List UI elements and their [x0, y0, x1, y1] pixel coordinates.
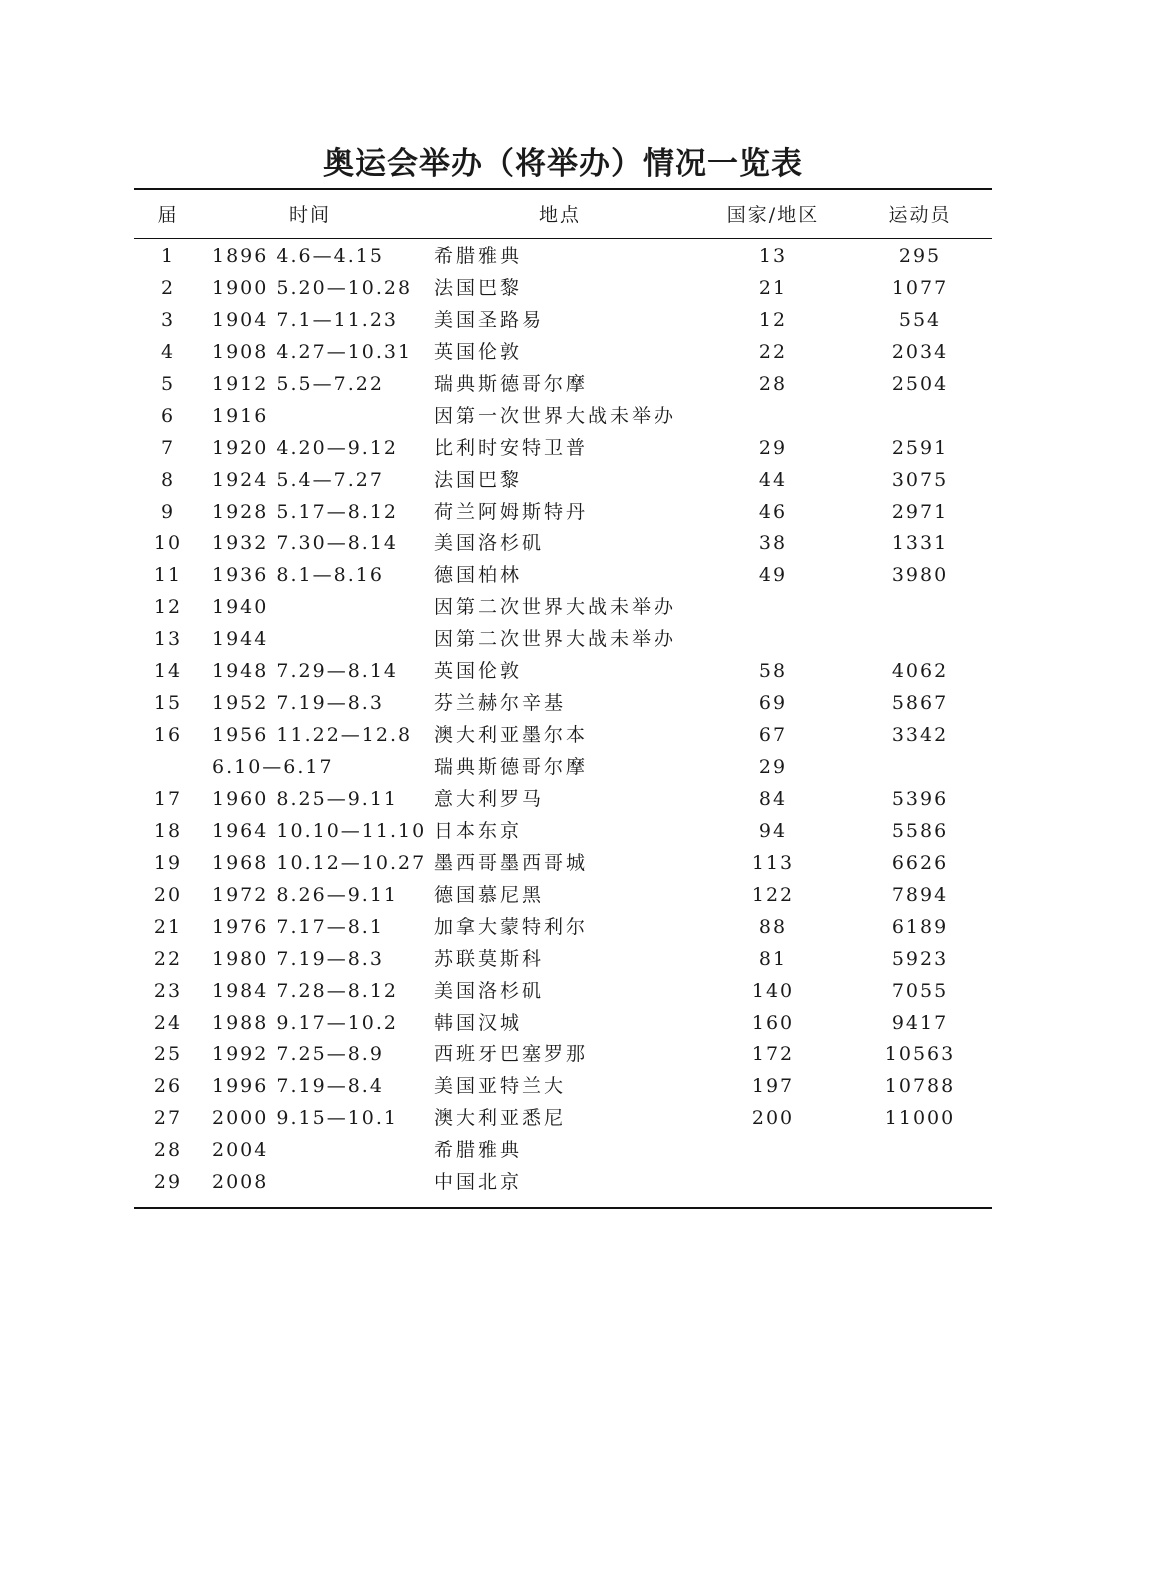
- cell-edition: 21: [153, 915, 183, 938]
- cell-time: 1932 7.30—8.14: [212, 532, 399, 555]
- table-row: [0, 305, 1152, 337]
- cell-place: 法国巴黎: [434, 468, 523, 491]
- cell-athletes: 5586: [891, 819, 949, 842]
- cell-athletes: 7055: [891, 979, 949, 1002]
- header-edition: 届: [157, 204, 179, 226]
- table-row: [0, 369, 1152, 401]
- table-row: [0, 241, 1152, 273]
- cell-countries: 13: [758, 245, 788, 267]
- cell-time: 1924 5.4—7.27: [212, 468, 384, 491]
- cell-place: 美国洛杉矶: [434, 979, 545, 1002]
- cell-athletes: 3980: [891, 564, 949, 587]
- table-row: [0, 976, 1152, 1008]
- cell-time: 1992 7.25—8.9: [212, 1043, 384, 1066]
- cell-place: 英国伦敦: [434, 340, 523, 363]
- cell-place: 日本东京: [434, 819, 523, 842]
- cell-countries: 122: [751, 883, 795, 906]
- cell-edition: 8: [160, 468, 176, 491]
- cell-countries: 81: [758, 947, 788, 970]
- cell-countries: 69: [758, 692, 788, 715]
- cell-edition: 10: [153, 532, 183, 555]
- cell-edition: 22: [153, 947, 183, 970]
- cell-countries: 172: [751, 1043, 795, 1066]
- cell-place: 荷兰阿姆斯特丹: [434, 500, 589, 523]
- cell-countries: 28: [758, 372, 788, 395]
- table-top-rule: [134, 188, 992, 190]
- table-row: [0, 720, 1152, 752]
- cell-countries: 197: [751, 1075, 795, 1098]
- cell-place: 美国洛杉矶: [434, 532, 545, 555]
- cell-time: 1912 5.5—7.22: [212, 372, 384, 395]
- cell-time: 1980 7.19—8.3: [212, 947, 384, 970]
- cell-place: 德国慕尼黑: [434, 883, 545, 906]
- cell-place: 苏联莫斯科: [434, 947, 545, 970]
- cell-time: 1936 8.1—8.16: [212, 564, 384, 587]
- cell-athletes: 4062: [891, 660, 949, 683]
- cell-place: 比利时安特卫普: [434, 436, 589, 459]
- cell-place: 中国北京: [434, 1171, 523, 1194]
- cell-edition: 7: [160, 436, 176, 459]
- cell-athletes: 5867: [891, 692, 949, 715]
- cell-time: 1908 4.27—10.31: [212, 340, 413, 363]
- cell-athletes: 5923: [891, 947, 949, 970]
- cell-edition: 2: [160, 276, 176, 299]
- header-athletes: 运动员: [888, 204, 952, 226]
- cell-time: 1972 8.26—9.11: [212, 883, 399, 906]
- cell-countries: 200: [751, 1107, 795, 1130]
- table-row: [0, 848, 1152, 880]
- cell-athletes: 295: [898, 245, 942, 267]
- cell-edition: 11: [153, 564, 183, 587]
- cell-place: 西班牙巴塞罗那: [434, 1043, 589, 1066]
- table-row: [0, 1103, 1152, 1135]
- cell-place: 韩国汉城: [434, 1011, 523, 1034]
- cell-athletes: 1077: [891, 276, 949, 299]
- cell-edition: 26: [153, 1075, 183, 1098]
- cell-edition: 5: [160, 372, 176, 395]
- cell-countries: 21: [758, 276, 788, 299]
- table-row: [0, 1039, 1152, 1071]
- cell-edition: 25: [153, 1043, 183, 1066]
- cell-time: 1948 7.29—8.14: [212, 660, 399, 683]
- cell-edition: 14: [153, 660, 183, 683]
- cell-time: 1984 7.28—8.12: [212, 979, 399, 1002]
- cell-countries: 22: [758, 340, 788, 363]
- cell-time: 1916: [212, 404, 269, 427]
- cell-time: 2004: [212, 1139, 269, 1162]
- table-row: [0, 784, 1152, 816]
- table-row: [0, 624, 1152, 656]
- table-row: [0, 560, 1152, 592]
- cell-edition: 9: [160, 500, 176, 523]
- table-row: [0, 337, 1152, 369]
- table-bottom-rule: [134, 1207, 992, 1209]
- cell-time: 1900 5.20—10.28: [212, 276, 413, 299]
- cell-place: 澳大利亚墨尔本: [434, 724, 589, 747]
- cell-place: 瑞典斯德哥尔摩: [434, 372, 589, 395]
- cell-time: 1968 10.12—10.27: [212, 851, 427, 874]
- cell-time: 1960 8.25—9.11: [212, 787, 399, 810]
- cell-countries: 29: [758, 756, 788, 778]
- cell-edition: 29: [153, 1171, 183, 1194]
- cell-countries: 44: [758, 468, 788, 491]
- cell-countries: 67: [758, 724, 788, 747]
- cell-edition: 13: [153, 628, 183, 651]
- cell-time: 2008: [212, 1171, 269, 1194]
- cell-place: 希腊雅典: [434, 245, 523, 267]
- cell-countries: 46: [758, 500, 788, 523]
- cell-place: 意大利罗马: [434, 787, 545, 810]
- header-time: 时间: [288, 204, 331, 226]
- cell-edition: 1: [160, 245, 176, 267]
- cell-time: 1896 4.6—4.15: [212, 245, 384, 267]
- cell-time: 1988 9.17—10.2: [212, 1011, 399, 1034]
- cell-countries: 84: [758, 787, 788, 810]
- cell-athletes: 2971: [891, 500, 949, 523]
- cell-place: 希腊雅典: [434, 1139, 523, 1162]
- cell-place: 德国柏林: [434, 564, 523, 587]
- table-row: [0, 656, 1152, 688]
- cell-time: 1944: [212, 628, 269, 651]
- cell-place: 瑞典斯德哥尔摩: [434, 756, 589, 778]
- cell-edition: 6: [160, 404, 176, 427]
- table-row: [0, 752, 1152, 784]
- cell-place: 美国圣路易: [434, 308, 545, 331]
- cell-athletes: 10788: [884, 1075, 956, 1098]
- table-row: [0, 816, 1152, 848]
- table-row: [0, 592, 1152, 624]
- table-row: [0, 497, 1152, 529]
- cell-athletes: 554: [898, 308, 942, 331]
- table-row: [0, 880, 1152, 912]
- cell-edition: 3: [160, 308, 176, 331]
- cell-edition: 18: [153, 819, 183, 842]
- table-row: [0, 1071, 1152, 1103]
- table-header: [0, 199, 1152, 231]
- cell-time: 1904 7.1—11.23: [212, 308, 399, 331]
- cell-athletes: 5396: [891, 787, 949, 810]
- cell-place: 因第二次世界大战未举办: [434, 628, 677, 651]
- table-row: [0, 433, 1152, 465]
- cell-edition: 23: [153, 979, 183, 1002]
- cell-edition: 19: [153, 851, 183, 874]
- table-body: [0, 241, 1152, 1199]
- cell-time: 1928 5.17—8.12: [212, 500, 399, 523]
- cell-time: 1976 7.17—8.1: [212, 915, 384, 938]
- table-row: [0, 944, 1152, 976]
- cell-edition: 12: [153, 596, 183, 619]
- cell-athletes: 3342: [891, 724, 949, 747]
- cell-place: 因第二次世界大战未举办: [434, 596, 677, 619]
- cell-time: 1956 11.22—12.8: [212, 724, 413, 747]
- cell-countries: 113: [751, 851, 795, 874]
- cell-time: 2000 9.15—10.1: [212, 1107, 399, 1130]
- table-row: [0, 528, 1152, 560]
- cell-place: 墨西哥墨西哥城: [434, 851, 589, 874]
- cell-edition: 4: [160, 340, 176, 363]
- cell-time: 1940: [212, 596, 269, 619]
- cell-athletes: 6189: [891, 915, 949, 938]
- cell-edition: 27: [153, 1107, 183, 1130]
- cell-countries: 88: [758, 915, 788, 938]
- cell-athletes: 6626: [891, 851, 949, 874]
- cell-athletes: 2034: [891, 340, 949, 363]
- cell-athletes: 2591: [891, 436, 949, 459]
- header-place: 地点: [538, 204, 581, 226]
- table-header-rule: [134, 238, 992, 239]
- cell-edition: 24: [153, 1011, 183, 1034]
- cell-countries: 140: [751, 979, 795, 1002]
- table-row: [0, 688, 1152, 720]
- cell-countries: 160: [751, 1011, 795, 1034]
- cell-countries: 94: [758, 819, 788, 842]
- cell-time: 1920 4.20—9.12: [212, 436, 399, 459]
- cell-place: 美国亚特兰大: [434, 1075, 567, 1098]
- cell-athletes: 7894: [891, 883, 949, 906]
- cell-countries: 58: [758, 660, 788, 683]
- table-row: [0, 465, 1152, 497]
- table-row: [0, 273, 1152, 305]
- cell-place: 法国巴黎: [434, 276, 523, 299]
- cell-countries: 38: [758, 532, 788, 555]
- cell-athletes: 3075: [891, 468, 949, 491]
- table-row: [0, 912, 1152, 944]
- cell-countries: 12: [758, 308, 788, 331]
- cell-time: 1996 7.19—8.4: [212, 1075, 384, 1098]
- cell-athletes: 9417: [891, 1011, 949, 1034]
- cell-time: 6.10—6.17: [212, 756, 334, 778]
- cell-place: 英国伦敦: [434, 660, 523, 683]
- cell-time: 1964 10.10—11.10: [212, 819, 427, 842]
- cell-place: 因第一次世界大战未举办: [434, 404, 677, 427]
- cell-edition: 16: [153, 724, 183, 747]
- cell-edition: 20: [153, 883, 183, 906]
- cell-athletes: 11000: [884, 1107, 956, 1130]
- cell-edition: 15: [153, 692, 183, 715]
- cell-place: 澳大利亚悉尼: [434, 1107, 567, 1130]
- cell-place: 加拿大蒙特利尔: [434, 915, 589, 938]
- cell-countries: 49: [758, 564, 788, 587]
- cell-edition: 28: [153, 1139, 183, 1162]
- cell-edition: 17: [153, 787, 183, 810]
- cell-place: 芬兰赫尔辛基: [434, 692, 567, 715]
- table-row: [0, 1135, 1152, 1167]
- cell-athletes: 2504: [891, 372, 949, 395]
- cell-athletes: 1331: [891, 532, 949, 555]
- cell-countries: 29: [758, 436, 788, 459]
- cell-time: 1952 7.19—8.3: [212, 692, 384, 715]
- table-row: [0, 1008, 1152, 1040]
- header-countries: 国家/地区: [726, 204, 820, 226]
- table-title: 奥运会举办（将举办）情况一览表: [323, 146, 803, 182]
- table-row: [0, 1167, 1152, 1199]
- table-row: [0, 401, 1152, 433]
- cell-athletes: 10563: [884, 1043, 956, 1066]
